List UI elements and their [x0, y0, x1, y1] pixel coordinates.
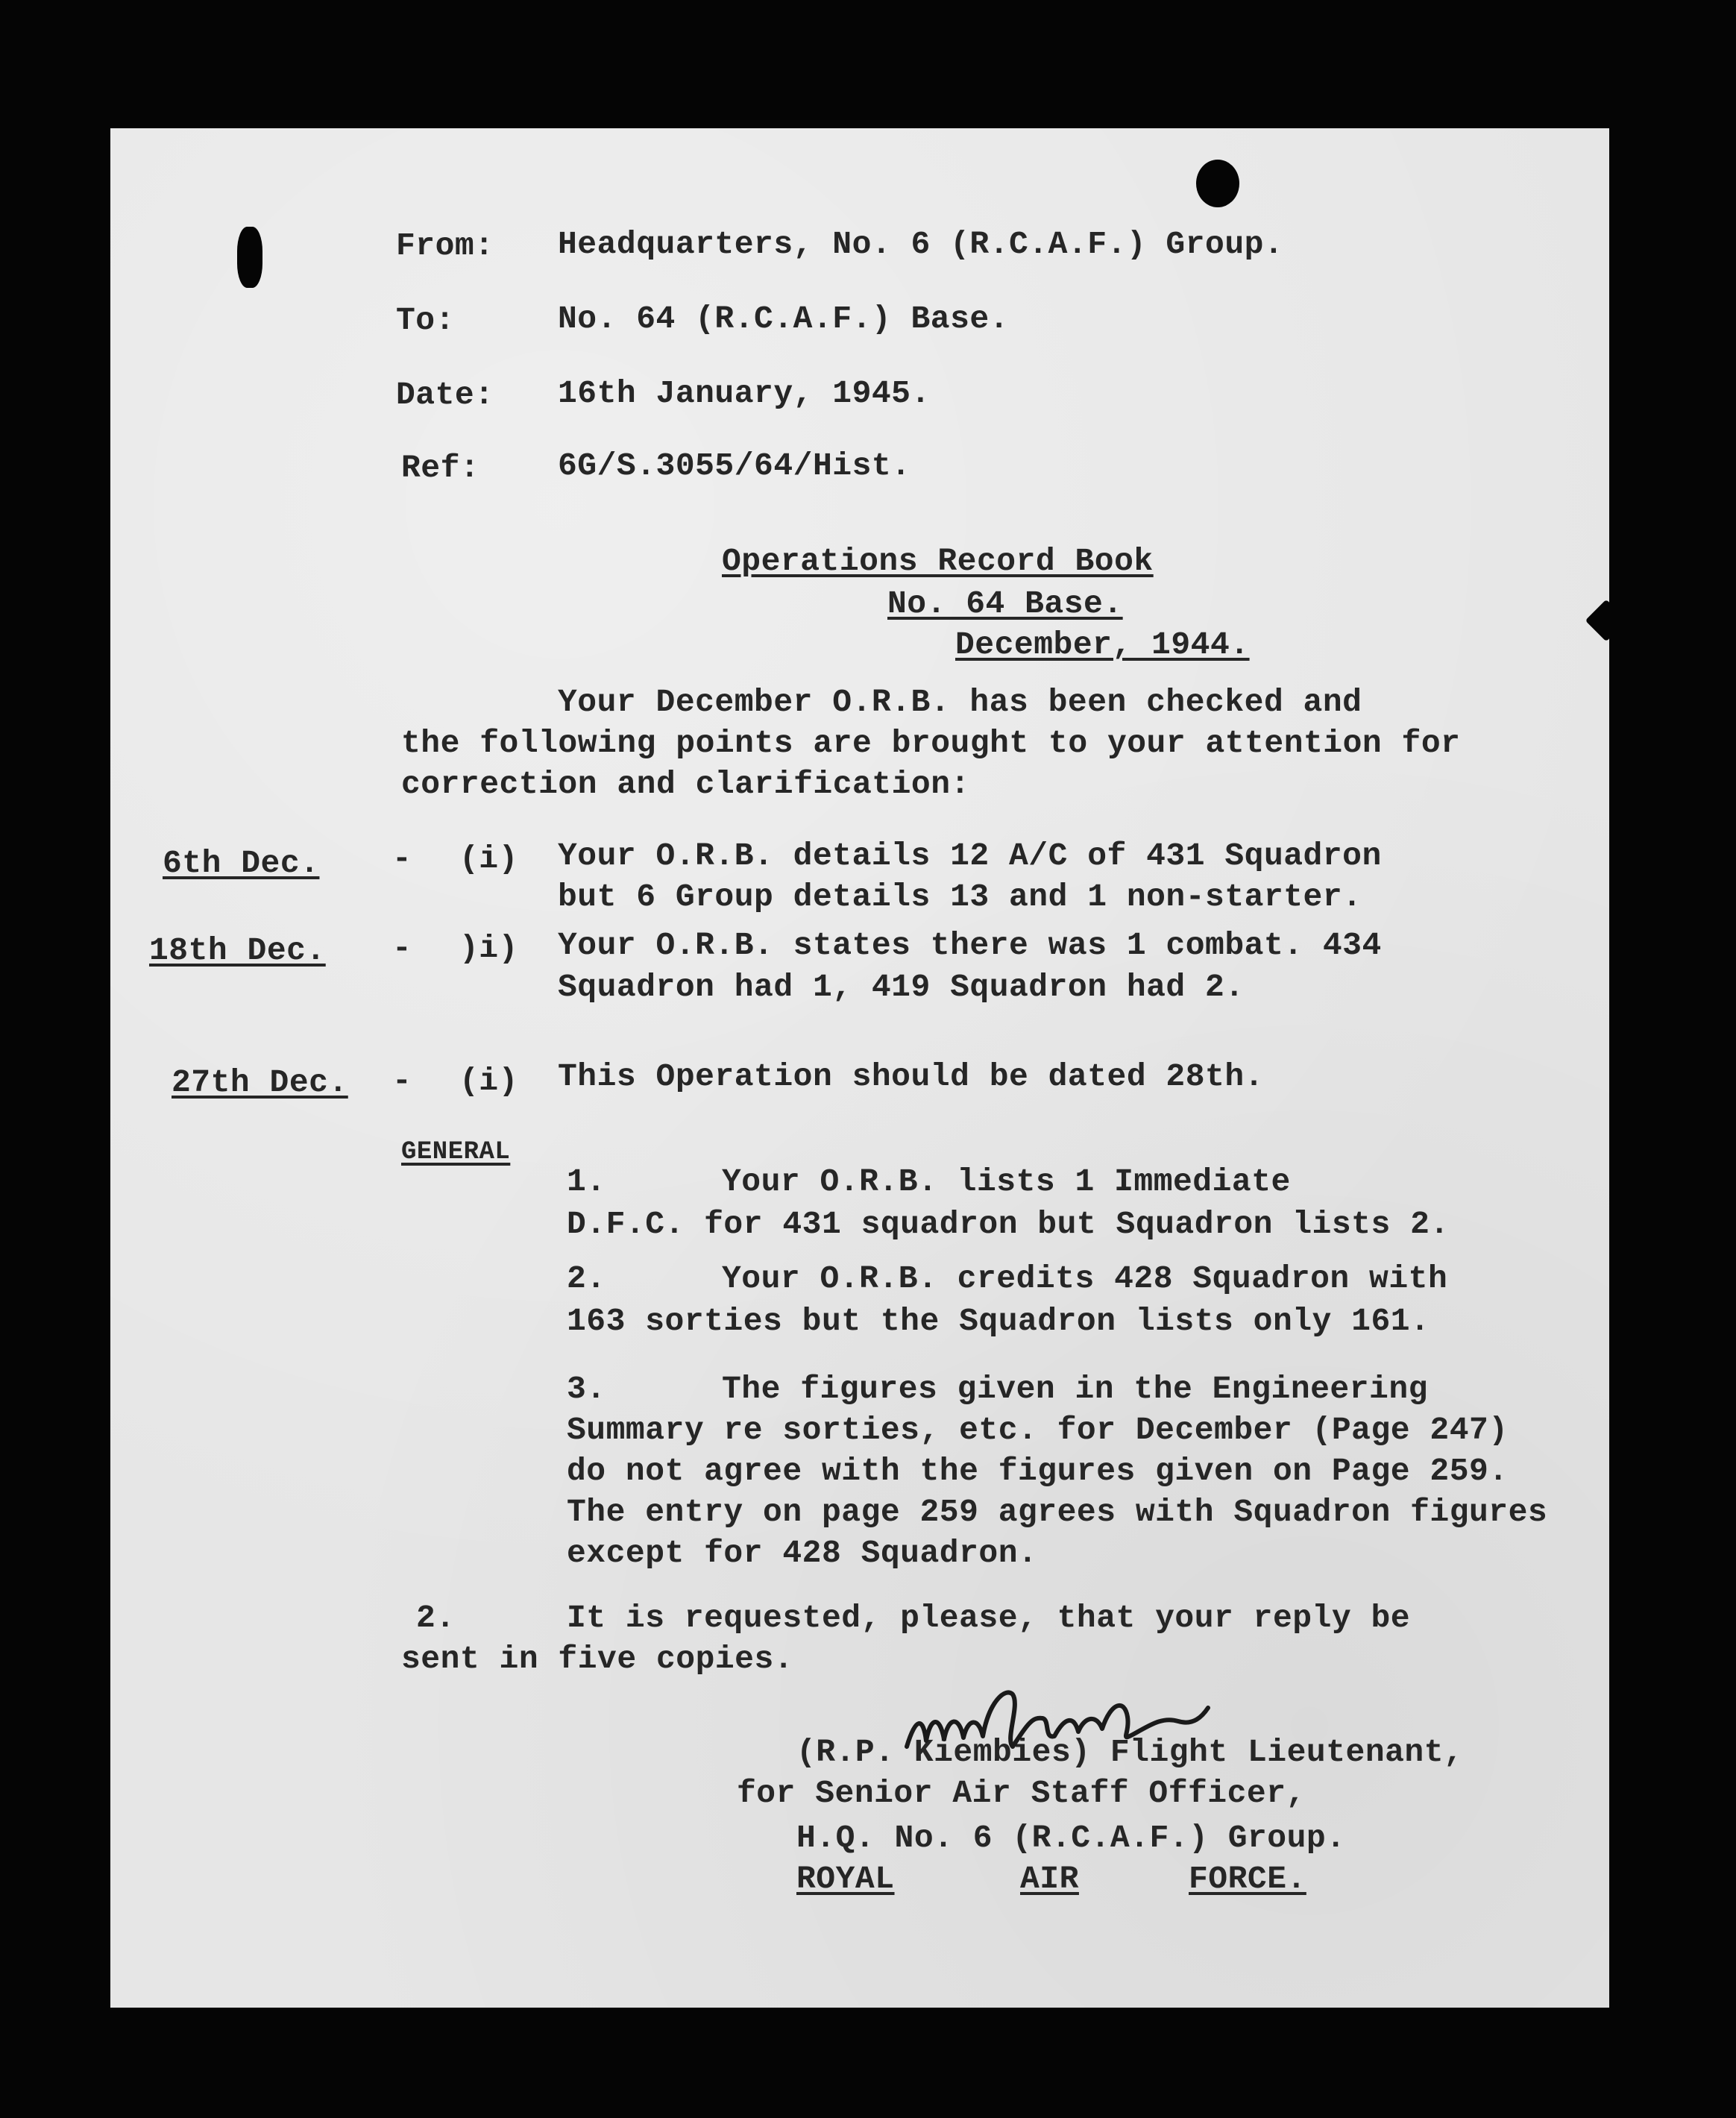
entry-date-18th-dec: 18th Dec. — [149, 932, 326, 969]
entry-line: but 6 Group details 13 and 1 non-starter. — [558, 879, 1362, 915]
general-item-line: Summary re sorties, etc. for December (Page 247) — [567, 1412, 1509, 1448]
general-item-line: 163 sorties but the Squadron lists only 161. — [567, 1303, 1430, 1339]
punch-hole-top — [1196, 160, 1239, 207]
entry-line: This Operation should be dated 28th. — [558, 1058, 1264, 1095]
entry-num: )i) — [459, 930, 518, 967]
entry-num: (i) — [459, 1063, 518, 1099]
to-label: To: — [396, 302, 455, 339]
entry-line: Your O.R.B. states there was 1 combat. 434 — [558, 927, 1382, 964]
general-item-num: 1. — [567, 1163, 606, 1200]
entry-num: (i) — [459, 840, 518, 877]
general-item-num: 2. — [567, 1260, 606, 1297]
general-item-num: 3. — [567, 1371, 606, 1407]
general-item-line: Your O.R.B. credits 428 Squadron with — [722, 1260, 1448, 1297]
general-item-line: D.F.C. for 431 squadron but Squadron lists 2. — [567, 1206, 1450, 1242]
ref-value: 6G/S.3055/64/Hist. — [558, 447, 911, 484]
signatory-royal: ROYAL — [796, 1861, 895, 1897]
general-item-line: Your O.R.B. lists 1 Immediate — [722, 1163, 1291, 1200]
entry-dash: - — [392, 1063, 412, 1099]
general-item-line: The figures given in the Engineering — [722, 1371, 1428, 1407]
document-page — [110, 128, 1609, 2008]
ref-label: Ref: — [401, 450, 480, 486]
signatory-unit: H.Q. No. 6 (R.C.A.F.) Group. — [796, 1820, 1346, 1856]
signatory-air: AIR — [1020, 1861, 1079, 1897]
general-item-line: The entry on page 259 agrees with Squadron figures — [567, 1494, 1548, 1530]
to-value: No. 64 (R.C.A.F.) Base. — [558, 301, 1009, 337]
signatory-role: for Senior Air Staff Officer, — [737, 1775, 1306, 1811]
intro-line-2: the following points are brought to your attention for — [401, 725, 1461, 761]
subject-line-3: December, 1944. — [955, 626, 1250, 663]
general-item-line: do not agree with the figures given on Page 259. — [567, 1453, 1509, 1489]
from-label: From: — [396, 227, 494, 264]
general-item-line: except for 428 Squadron. — [567, 1535, 1038, 1571]
intro-line-3: correction and clarification: — [401, 766, 970, 802]
subject-line-2: No. 64 Base. — [887, 585, 1123, 622]
closing-line-1: It is requested, please, that your reply be — [567, 1600, 1411, 1636]
closing-line-2: sent in five copies. — [401, 1641, 794, 1677]
entry-line: Your O.R.B. details 12 A/C of 431 Squadron — [558, 838, 1382, 874]
subject-line-1: Operations Record Book — [722, 543, 1154, 579]
entry-dash: - — [392, 840, 412, 877]
signatory-name: (R.P. Kiembies) Flight Lieutenant, — [796, 1734, 1464, 1770]
date-label: Date: — [396, 377, 494, 413]
signatory-force: FORCE. — [1189, 1861, 1306, 1897]
entry-line: Squadron had 1, 419 Squadron had 2. — [558, 969, 1245, 1005]
general-heading: GENERAL — [401, 1138, 511, 1166]
edge-tear — [1585, 600, 1609, 642]
entry-date-6th-dec: 6th Dec. — [163, 845, 320, 882]
date-value: 16th January, 1945. — [558, 375, 931, 412]
entry-date-27th-dec: 27th Dec. — [172, 1064, 348, 1101]
intro-line-1: Your December O.R.B. has been checked and — [558, 684, 1362, 720]
closing-num: 2. — [416, 1600, 456, 1636]
from-value: Headquarters, No. 6 (R.C.A.F.) Group. — [558, 226, 1284, 263]
handwritten-signature — [901, 1672, 1214, 1769]
punch-hole-left — [237, 227, 262, 288]
entry-dash: - — [392, 930, 412, 967]
